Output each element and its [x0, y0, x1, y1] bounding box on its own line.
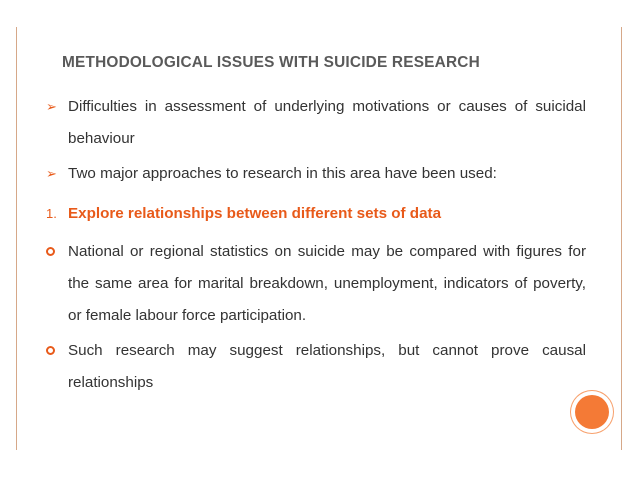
item-text: Difficulties in assessment of underlying motivations or causes of suicidal behaviour: [68, 98, 586, 147]
item-text: Two major approaches to research in this area have been used:: [68, 165, 497, 182]
arrowhead-bullet-icon: ➢: [46, 166, 57, 181]
orange-circle-icon: [575, 395, 609, 429]
arrowhead-bullet-icon: ➢: [46, 99, 57, 114]
list-item: [46, 158, 586, 190]
top-frame-gap: [16, 9, 622, 27]
slide-title: METHODOLOGICAL ISSUES WITH SUICIDE RESEARCH: [62, 54, 480, 71]
numbered-list-item: [46, 198, 586, 230]
bottom-frame-gap: [16, 450, 622, 471]
number-marker: 1.: [46, 206, 57, 221]
item-text: National or regional statistics on suicide may be compared with figures for the same area for marital breakdown, unemployment, indicators of poverty, or female labour force participation.: [68, 243, 586, 324]
numbered-item-text: Explore relationships between different sets of data: [68, 205, 442, 222]
item-text: Such research may suggest relationships, but cannot prove causal relationships: [68, 342, 586, 391]
list-item: [46, 91, 586, 155]
ring-bullet-icon: [46, 335, 66, 367]
ring-bullet-icon: [46, 236, 66, 268]
list-item: [46, 335, 586, 399]
list-item: [46, 236, 586, 332]
